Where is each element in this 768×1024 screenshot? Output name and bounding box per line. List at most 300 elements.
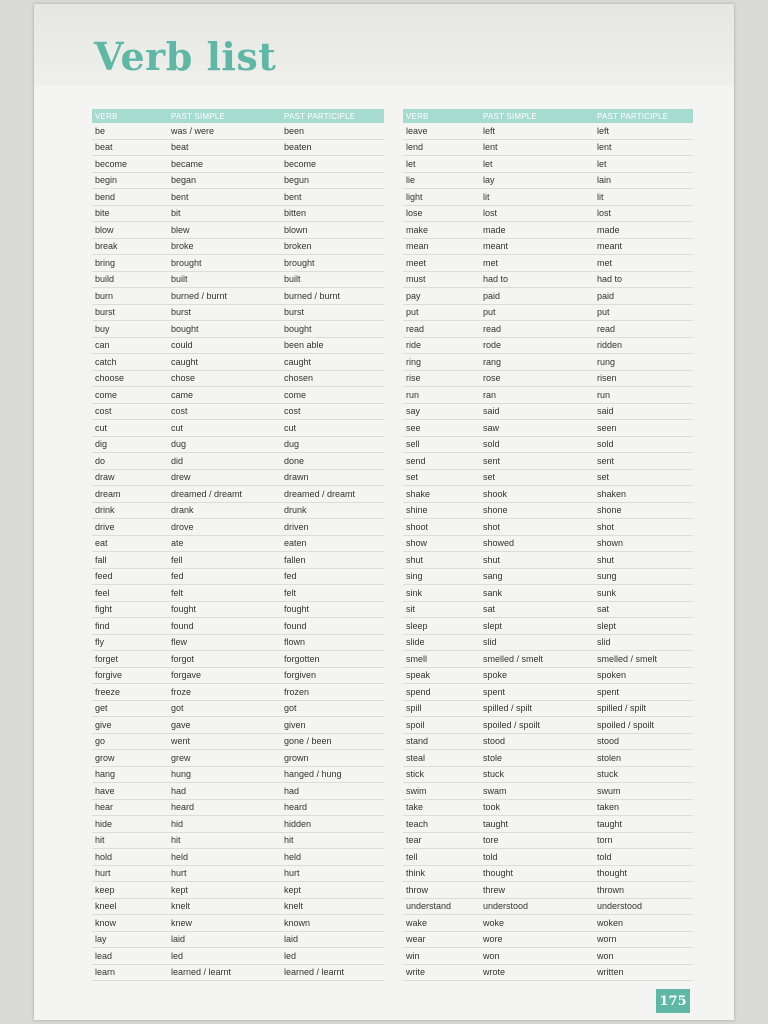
past-simple-cell: meant — [480, 238, 594, 255]
table-row — [403, 783, 693, 800]
past-simple-cell: put — [480, 304, 594, 321]
table-row — [403, 849, 693, 866]
verb-cell: draw — [92, 469, 168, 486]
verb-table-left — [92, 109, 384, 981]
past-simple-cell: began — [168, 172, 281, 189]
verb-cell: let — [403, 156, 480, 173]
past-simple-cell: caught — [168, 354, 281, 371]
past-participle-cell: forgotten — [281, 651, 384, 668]
verb-cell: hide — [92, 816, 168, 833]
verb-cell: steal — [403, 750, 480, 767]
verb-cell: be — [92, 123, 168, 139]
past-participle-cell: become — [281, 156, 384, 173]
past-simple-cell: lost — [480, 205, 594, 222]
table-row — [92, 139, 384, 156]
verb-cell: go — [92, 733, 168, 750]
past-simple-cell: felt — [168, 585, 281, 602]
verb-cell: lend — [403, 139, 480, 156]
header-past-participle: PAST PARTICIPLE — [281, 109, 384, 123]
table-row — [403, 205, 693, 222]
past-participle-cell: grown — [281, 750, 384, 767]
past-participle-cell: shown — [594, 535, 693, 552]
table-row — [92, 453, 384, 470]
past-participle-cell: spent — [594, 684, 693, 701]
past-simple-cell: lit — [480, 189, 594, 206]
past-participle-cell: cut — [281, 420, 384, 437]
table-row — [403, 156, 693, 173]
verb-cell: bite — [92, 205, 168, 222]
past-participle-cell: done — [281, 453, 384, 470]
table-row — [92, 618, 384, 635]
header-past-simple: PAST SIMPLE — [480, 109, 594, 123]
table-row — [92, 931, 384, 948]
past-participle-cell: drunk — [281, 502, 384, 519]
past-participle-cell: been able — [281, 337, 384, 354]
verb-cell: do — [92, 453, 168, 470]
verb-cell: forget — [92, 651, 168, 668]
past-simple-cell: spoke — [480, 667, 594, 684]
table-row — [92, 436, 384, 453]
past-simple-cell: set — [480, 469, 594, 486]
past-simple-cell: read — [480, 321, 594, 338]
past-participle-cell: risen — [594, 370, 693, 387]
verb-cell: wake — [403, 915, 480, 932]
verb-cell: see — [403, 420, 480, 437]
past-simple-cell: took — [480, 799, 594, 816]
verb-cell: light — [403, 189, 480, 206]
header-verb: VERB — [403, 109, 480, 123]
table-row — [92, 420, 384, 437]
table-row — [92, 535, 384, 552]
table-row — [403, 486, 693, 503]
past-simple-cell: shone — [480, 502, 594, 519]
verb-cell: tear — [403, 832, 480, 849]
verb-cell: hold — [92, 849, 168, 866]
past-simple-cell: flew — [168, 634, 281, 651]
verb-cell: stick — [403, 766, 480, 783]
past-participle-cell: sung — [594, 568, 693, 585]
past-participle-cell: eaten — [281, 535, 384, 552]
verb-cell: bring — [92, 255, 168, 272]
verb-cell: burn — [92, 288, 168, 305]
past-simple-cell: knelt — [168, 898, 281, 915]
table-row — [403, 304, 693, 321]
table-row — [92, 238, 384, 255]
past-participle-cell: swum — [594, 783, 693, 800]
past-simple-cell: forgave — [168, 667, 281, 684]
past-simple-cell: ran — [480, 387, 594, 404]
table-row — [92, 337, 384, 354]
past-participle-cell: worn — [594, 931, 693, 948]
past-simple-cell: showed — [480, 535, 594, 552]
table-row — [403, 370, 693, 387]
verb-cell: spoil — [403, 717, 480, 734]
table-header-row — [403, 109, 693, 123]
past-simple-cell: won — [480, 948, 594, 965]
verb-cell: put — [403, 304, 480, 321]
past-simple-cell: burned / burnt — [168, 288, 281, 305]
past-participle-cell: lent — [594, 139, 693, 156]
verb-cell: mean — [403, 238, 480, 255]
past-simple-cell: understood — [480, 898, 594, 915]
past-participle-cell: brought — [281, 255, 384, 272]
header-past-participle: PAST PARTICIPLE — [594, 109, 693, 123]
verb-cell: rise — [403, 370, 480, 387]
verb-cell: sing — [403, 568, 480, 585]
verb-cell: beat — [92, 139, 168, 156]
verb-cell: know — [92, 915, 168, 932]
past-simple-cell: laid — [168, 931, 281, 948]
past-participle-cell: caught — [281, 354, 384, 371]
past-participle-cell: rung — [594, 354, 693, 371]
past-participle-cell: driven — [281, 519, 384, 536]
table-row — [92, 255, 384, 272]
verb-cell: begin — [92, 172, 168, 189]
table-row — [403, 700, 693, 717]
past-participle-cell: got — [281, 700, 384, 717]
past-simple-cell: wore — [480, 931, 594, 948]
table-row — [92, 915, 384, 932]
past-participle-cell: understood — [594, 898, 693, 915]
past-participle-cell: known — [281, 915, 384, 932]
table-row — [92, 469, 384, 486]
verb-cell: sink — [403, 585, 480, 602]
past-participle-cell: led — [281, 948, 384, 965]
past-participle-cell: bitten — [281, 205, 384, 222]
table-row — [403, 634, 693, 651]
table-row — [403, 189, 693, 206]
past-simple-cell: built — [168, 271, 281, 288]
table-row — [403, 354, 693, 371]
verb-cell: cut — [92, 420, 168, 437]
verb-cell: think — [403, 865, 480, 882]
past-participle-cell: spilled / spilt — [594, 700, 693, 717]
past-simple-cell: hit — [168, 832, 281, 849]
past-participle-cell: chosen — [281, 370, 384, 387]
past-participle-cell: let — [594, 156, 693, 173]
past-participle-cell: thrown — [594, 882, 693, 899]
table-row — [403, 948, 693, 965]
page-number: 175 — [656, 989, 690, 1013]
past-simple-cell: shot — [480, 519, 594, 536]
past-simple-cell: hurt — [168, 865, 281, 882]
table-row — [92, 766, 384, 783]
verb-cell: drink — [92, 502, 168, 519]
table-row — [92, 783, 384, 800]
table-row — [403, 519, 693, 536]
table-row — [92, 271, 384, 288]
past-participle-cell: lain — [594, 172, 693, 189]
table-row — [403, 931, 693, 948]
past-participle-cell: sunk — [594, 585, 693, 602]
past-participle-cell: lit — [594, 189, 693, 206]
table-row — [92, 519, 384, 536]
table-row — [403, 832, 693, 849]
past-participle-cell: come — [281, 387, 384, 404]
past-participle-cell: met — [594, 255, 693, 272]
verb-cell: shake — [403, 486, 480, 503]
table-row — [403, 288, 693, 305]
verb-cell: hear — [92, 799, 168, 816]
past-participle-cell: laid — [281, 931, 384, 948]
past-participle-cell: beaten — [281, 139, 384, 156]
table-row — [92, 288, 384, 305]
past-participle-cell: blown — [281, 222, 384, 239]
table-row — [92, 964, 384, 981]
past-participle-cell: sent — [594, 453, 693, 470]
table-row — [92, 634, 384, 651]
verb-cell: catch — [92, 354, 168, 371]
table-row — [92, 304, 384, 321]
past-simple-cell: had — [168, 783, 281, 800]
table-row — [92, 354, 384, 371]
past-simple-cell: kept — [168, 882, 281, 899]
past-participle-cell: told — [594, 849, 693, 866]
past-simple-cell: could — [168, 337, 281, 354]
past-simple-cell: blew — [168, 222, 281, 239]
past-simple-cell: cost — [168, 403, 281, 420]
verb-cell: shine — [403, 502, 480, 519]
past-participle-cell: hidden — [281, 816, 384, 833]
past-simple-cell: spent — [480, 684, 594, 701]
table-row — [92, 123, 384, 139]
verb-cell: send — [403, 453, 480, 470]
verb-cell: have — [92, 783, 168, 800]
past-participle-cell: been — [281, 123, 384, 139]
past-participle-cell: smelled / smelt — [594, 651, 693, 668]
verb-cell: show — [403, 535, 480, 552]
past-participle-cell: kept — [281, 882, 384, 899]
table-row — [92, 750, 384, 767]
past-participle-cell: put — [594, 304, 693, 321]
verb-cell: keep — [92, 882, 168, 899]
past-participle-cell: slept — [594, 618, 693, 635]
verb-cell: leave — [403, 123, 480, 139]
table-row — [403, 535, 693, 552]
table-row — [403, 238, 693, 255]
verb-cell: burst — [92, 304, 168, 321]
verb-cell: smell — [403, 651, 480, 668]
header-verb: VERB — [92, 109, 168, 123]
verb-cell: shut — [403, 552, 480, 569]
past-participle-cell: held — [281, 849, 384, 866]
verb-cell: drive — [92, 519, 168, 536]
past-participle-cell: spoiled / spoilt — [594, 717, 693, 734]
past-simple-cell: froze — [168, 684, 281, 701]
verb-cell: tell — [403, 849, 480, 866]
table-row — [92, 799, 384, 816]
table-row — [92, 205, 384, 222]
past-simple-cell: lay — [480, 172, 594, 189]
past-simple-cell: lent — [480, 139, 594, 156]
table-row — [92, 172, 384, 189]
verb-cell: slide — [403, 634, 480, 651]
verb-cell: forgive — [92, 667, 168, 684]
past-participle-cell: learned / learnt — [281, 964, 384, 981]
verb-cell: make — [403, 222, 480, 239]
past-participle-cell: shut — [594, 552, 693, 569]
past-participle-cell: woken — [594, 915, 693, 932]
past-simple-cell: became — [168, 156, 281, 173]
past-participle-cell: taken — [594, 799, 693, 816]
verb-cell: write — [403, 964, 480, 981]
table-row — [92, 865, 384, 882]
past-simple-cell: drank — [168, 502, 281, 519]
table-row — [92, 568, 384, 585]
past-simple-cell: was / were — [168, 123, 281, 139]
past-participle-cell: sat — [594, 601, 693, 618]
table-row — [403, 865, 693, 882]
past-participle-cell: cost — [281, 403, 384, 420]
past-simple-cell: slid — [480, 634, 594, 651]
past-participle-cell: set — [594, 469, 693, 486]
past-participle-cell: bent — [281, 189, 384, 206]
past-participle-cell: dug — [281, 436, 384, 453]
table-row — [403, 601, 693, 618]
table-header-row — [92, 109, 384, 123]
verb-cell: get — [92, 700, 168, 717]
past-simple-cell: gave — [168, 717, 281, 734]
past-simple-cell: did — [168, 453, 281, 470]
past-participle-cell: fallen — [281, 552, 384, 569]
past-participle-cell: had to — [594, 271, 693, 288]
table-row — [403, 585, 693, 602]
table-row — [403, 684, 693, 701]
table-row — [403, 618, 693, 635]
past-simple-cell: tore — [480, 832, 594, 849]
past-simple-cell: fought — [168, 601, 281, 618]
past-simple-cell: fell — [168, 552, 281, 569]
past-simple-cell: told — [480, 849, 594, 866]
past-participle-cell: seen — [594, 420, 693, 437]
verb-cell: stand — [403, 733, 480, 750]
table-row — [92, 552, 384, 569]
past-simple-cell: swam — [480, 783, 594, 800]
past-participle-cell: hanged / hung — [281, 766, 384, 783]
past-simple-cell: drew — [168, 469, 281, 486]
past-simple-cell: spoiled / spoilt — [480, 717, 594, 734]
verb-cell: dream — [92, 486, 168, 503]
past-simple-cell: threw — [480, 882, 594, 899]
table-row — [403, 915, 693, 932]
past-simple-cell: knew — [168, 915, 281, 932]
verb-cell: speak — [403, 667, 480, 684]
table-row — [92, 700, 384, 717]
past-simple-cell: saw — [480, 420, 594, 437]
table-row — [403, 403, 693, 420]
verb-cell: lead — [92, 948, 168, 965]
verb-cell: build — [92, 271, 168, 288]
table-row — [92, 667, 384, 684]
table-row — [403, 387, 693, 404]
past-participle-cell: shot — [594, 519, 693, 536]
table-row — [92, 717, 384, 734]
past-participle-cell: sold — [594, 436, 693, 453]
past-participle-cell: flown — [281, 634, 384, 651]
past-participle-cell: read — [594, 321, 693, 338]
verb-cell: ring — [403, 354, 480, 371]
verb-cell: give — [92, 717, 168, 734]
table-row — [403, 139, 693, 156]
verb-cell: shoot — [403, 519, 480, 536]
past-participle-cell: shone — [594, 502, 693, 519]
past-participle-cell: dreamed / dreamt — [281, 486, 384, 503]
verb-cell: come — [92, 387, 168, 404]
past-simple-cell: shook — [480, 486, 594, 503]
past-simple-cell: hid — [168, 816, 281, 833]
table-row — [403, 733, 693, 750]
table-row — [92, 948, 384, 965]
verb-cell: eat — [92, 535, 168, 552]
table-row — [92, 651, 384, 668]
verb-cell: ride — [403, 337, 480, 354]
verb-cell: meet — [403, 255, 480, 272]
verb-cell: throw — [403, 882, 480, 899]
page-title: Verb list — [94, 34, 277, 79]
past-simple-cell: rode — [480, 337, 594, 354]
verb-cell: lie — [403, 172, 480, 189]
book-page — [34, 4, 734, 1020]
past-participle-cell: thought — [594, 865, 693, 882]
verb-cell: kneel — [92, 898, 168, 915]
table-row — [92, 403, 384, 420]
table-row — [403, 337, 693, 354]
past-participle-cell: knelt — [281, 898, 384, 915]
table-row — [92, 898, 384, 915]
table-row — [92, 816, 384, 833]
table-row — [403, 964, 693, 981]
past-participle-cell: drawn — [281, 469, 384, 486]
past-simple-cell: ate — [168, 535, 281, 552]
past-simple-cell: left — [480, 123, 594, 139]
past-simple-cell: smelled / smelt — [480, 651, 594, 668]
verb-cell: sleep — [403, 618, 480, 635]
past-simple-cell: found — [168, 618, 281, 635]
verb-cell: become — [92, 156, 168, 173]
table-row — [92, 486, 384, 503]
verb-cell: blow — [92, 222, 168, 239]
table-row — [403, 271, 693, 288]
past-participle-cell: said — [594, 403, 693, 420]
table-row — [403, 123, 693, 139]
table-row — [403, 882, 693, 899]
table-row — [403, 816, 693, 833]
past-participle-cell: hit — [281, 832, 384, 849]
table-row — [92, 733, 384, 750]
past-participle-cell: felt — [281, 585, 384, 602]
past-simple-cell: slept — [480, 618, 594, 635]
verb-cell: cost — [92, 403, 168, 420]
past-simple-cell: chose — [168, 370, 281, 387]
past-simple-cell: led — [168, 948, 281, 965]
verb-cell: fall — [92, 552, 168, 569]
past-participle-cell: left — [594, 123, 693, 139]
table-row — [403, 222, 693, 239]
table-row — [403, 172, 693, 189]
table-row — [403, 651, 693, 668]
table-row — [403, 667, 693, 684]
verb-cell: take — [403, 799, 480, 816]
past-simple-cell: came — [168, 387, 281, 404]
verb-cell: sell — [403, 436, 480, 453]
past-participle-cell: spoken — [594, 667, 693, 684]
past-simple-cell: rose — [480, 370, 594, 387]
verb-cell: choose — [92, 370, 168, 387]
past-simple-cell: broke — [168, 238, 281, 255]
past-simple-cell: hung — [168, 766, 281, 783]
verb-table-right — [403, 109, 693, 981]
table-row — [403, 436, 693, 453]
